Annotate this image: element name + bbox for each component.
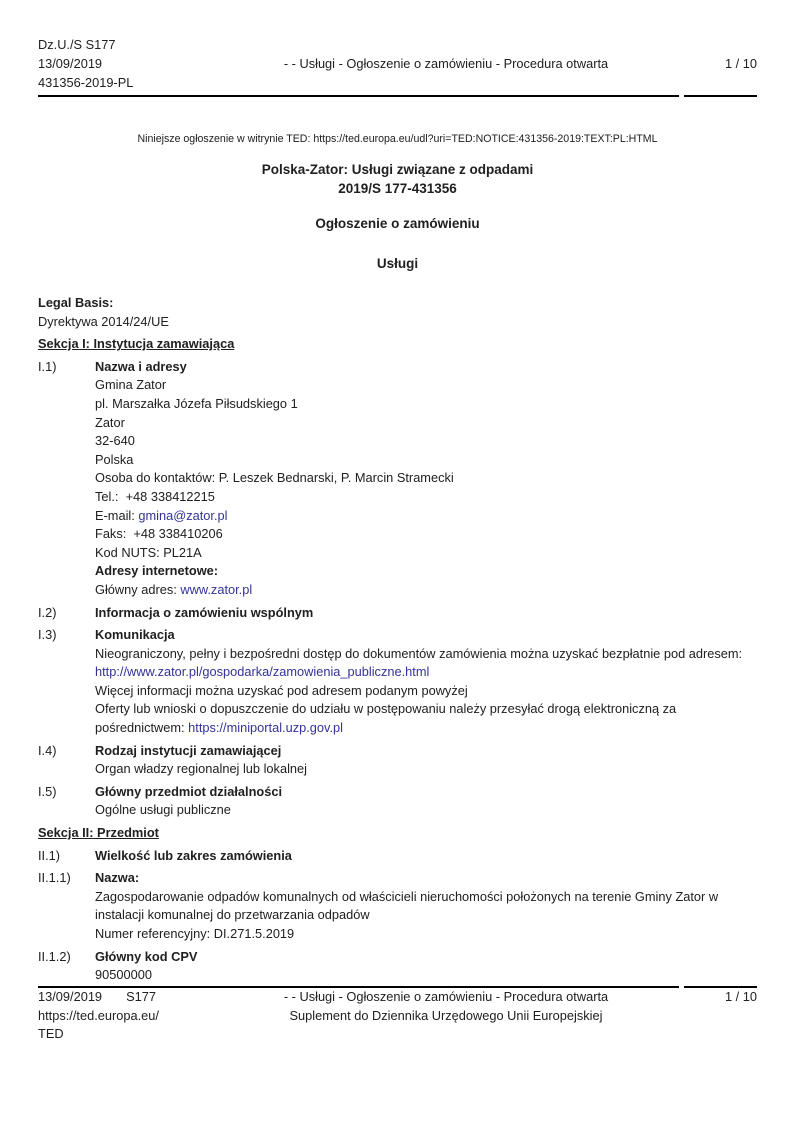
header-date: 13/09/2019 — [38, 56, 103, 71]
web-addresses-heading: Adresy internetowe: — [95, 563, 219, 579]
main-address-line — [95, 581, 757, 600]
offers-text: Oferty lub wnioski o dopuszczenie do udziału w postępowaniu należy przesyłać drogą elektroniczną za pośrednictwem: — [95, 701, 677, 736]
legal-basis-directive: Dyrektywa 2014/24/UE — [38, 313, 169, 329]
notice-type-heading: Ogłoszenie o zamówieniu — [315, 216, 480, 231]
main-address-link[interactable]: www.zator.pl — [180, 581, 253, 597]
street-address: pl. Marszałka Józefa Piłsudskiego 1 — [95, 395, 298, 411]
document-title: Polska-Zator: Usługi związane z odpadami — [261, 162, 534, 177]
more-info-line: Więcej informacji można uzyskać pod adresem podanym powyżej — [95, 682, 468, 698]
docs-access-text: Nieograniczony, pełny i bezpośredni dostęp do dokumentów zamówienia można uzyskać bezpłatnie pod adresem: — [95, 645, 743, 661]
offers-line — [95, 700, 757, 737]
authority-type-value: Organ władzy regionalnej lub lokalnej — [95, 761, 307, 777]
miniportal-link[interactable]: https://miniportal.uzp.gov.pl — [188, 720, 343, 736]
item-ii12 — [38, 948, 757, 985]
contact-person: Osoba do kontaktów: P. Leszek Bednarski, P. Marcin Stramecki — [95, 470, 454, 486]
page-header — [38, 35, 757, 97]
contract-name-value: Zagospodarowanie odpadów komunalnych od właścicieli nieruchomości położonych na terenie Gminy Zator w instalacji komunalnej do przetwarzania odpadów — [95, 888, 719, 923]
header-rule-right — [684, 95, 757, 97]
footer-row-2 — [38, 1007, 757, 1026]
footer-date: 13/09/2019 — [38, 989, 103, 1004]
footer-row-1 — [38, 988, 757, 1007]
contract-type-heading: Usługi — [376, 256, 419, 271]
item-ii11 — [38, 869, 757, 943]
main-activity-value: Ogólne usługi publiczne — [95, 802, 231, 818]
email-line — [95, 507, 757, 526]
document-number: 2019/S 177-431356 — [338, 181, 457, 196]
item-number: I.4) — [38, 742, 57, 758]
item-title: Komunikacja — [95, 627, 175, 643]
item-i1 — [38, 358, 757, 600]
item-title: Nazwa i adresy — [95, 358, 187, 374]
header-journal: Dz.U./S S177 — [38, 37, 116, 52]
item-i4 — [38, 742, 757, 779]
reference-number: Numer referencyjny: DI.271.5.2019 — [95, 926, 295, 941]
item-i2 — [38, 604, 757, 623]
email-link[interactable]: gmina@zator.pl — [138, 507, 228, 523]
phone-line: Tel.: +48 338412215 — [95, 488, 215, 504]
footer-url: https://ted.europa.eu/ — [38, 1007, 159, 1023]
footer-page-number: 1 / 10 — [724, 989, 757, 1004]
footer-ted: TED — [38, 1026, 64, 1042]
item-content — [95, 604, 757, 623]
item-title: Główny kod CPV — [95, 948, 198, 964]
fax-line: Faks: +48 338410206 — [95, 526, 223, 542]
item-title: Wielkość lub zakres zamówienia — [95, 847, 292, 863]
item-title: Rodzaj instytucji zamawiającej — [95, 742, 282, 758]
item-i5 — [38, 783, 757, 820]
section-1-heading: Sekcja I: Instytucja zamawiająca — [38, 336, 235, 352]
country: Polska — [95, 451, 134, 467]
item-content — [95, 358, 757, 600]
item-i3 — [38, 626, 757, 738]
ted-notice-line: Niniejsze ogłoszenie w witrynie TED: https://ted.europa.eu/udl?uri=TED:NOTICE:431356-2019:TEXT:PL:HTML — [137, 133, 658, 145]
item-content — [95, 626, 757, 738]
document-title-block — [38, 160, 757, 198]
footer-supplement: Suplement do Dziennika Urzędowego Unii Europejskiej — [289, 1007, 603, 1023]
item-number: I.3) — [38, 627, 57, 643]
footer-series: S177 — [126, 989, 156, 1004]
footer-doc-type: - - Usługi - Ogłoszenie o zamówieniu - Procedura otwarta — [283, 989, 609, 1004]
cpv-code-value: 90500000 — [95, 967, 152, 983]
docs-access-link[interactable]: http://www.zator.pl/gospodarka/zamowienia_publiczne.html — [95, 664, 430, 680]
main-address-label: Główny adres: — [95, 581, 181, 597]
page-footer — [38, 986, 757, 1044]
document-body — [38, 294, 757, 985]
email-label: E-mail: — [95, 507, 139, 523]
item-title: Główny przedmiot działalności — [95, 783, 283, 799]
city: Zator — [95, 414, 125, 430]
docs-access-line — [95, 645, 757, 682]
nuts-code: Kod NUTS: PL21A — [95, 544, 202, 560]
item-content — [95, 948, 757, 985]
header-row — [38, 54, 757, 73]
item-title: Nazwa: — [95, 870, 140, 886]
legal-basis — [38, 294, 757, 331]
item-title: Informacja o zamówieniu wspólnym — [95, 604, 314, 620]
item-number: II.1.1) — [38, 870, 71, 886]
item-ii1 — [38, 847, 757, 866]
item-number: I.1) — [38, 358, 57, 374]
item-number: I.5) — [38, 783, 57, 799]
postal-code: 32-640 — [95, 433, 135, 449]
item-number: II.1) — [38, 847, 61, 863]
item-content — [95, 783, 757, 820]
footer-date-series — [38, 988, 208, 1007]
org-name: Gmina Zator — [95, 377, 167, 393]
legal-basis-label: Legal Basis: — [38, 295, 114, 310]
item-number: I.2) — [38, 604, 57, 620]
header-notice-ref: 431356-2019-PL — [38, 75, 134, 90]
item-number: II.1.2) — [38, 948, 71, 964]
item-content — [95, 847, 757, 866]
header-rule-main — [38, 95, 679, 97]
item-content — [95, 869, 757, 943]
item-content — [95, 742, 757, 779]
header-page-number: 1 / 10 — [724, 56, 757, 71]
header-rule — [38, 95, 757, 97]
header-doc-type: - - Usługi - Ogłoszenie o zamówieniu - Procedura otwarta — [283, 56, 609, 71]
section-2-heading: Sekcja II: Przedmiot — [38, 825, 159, 841]
